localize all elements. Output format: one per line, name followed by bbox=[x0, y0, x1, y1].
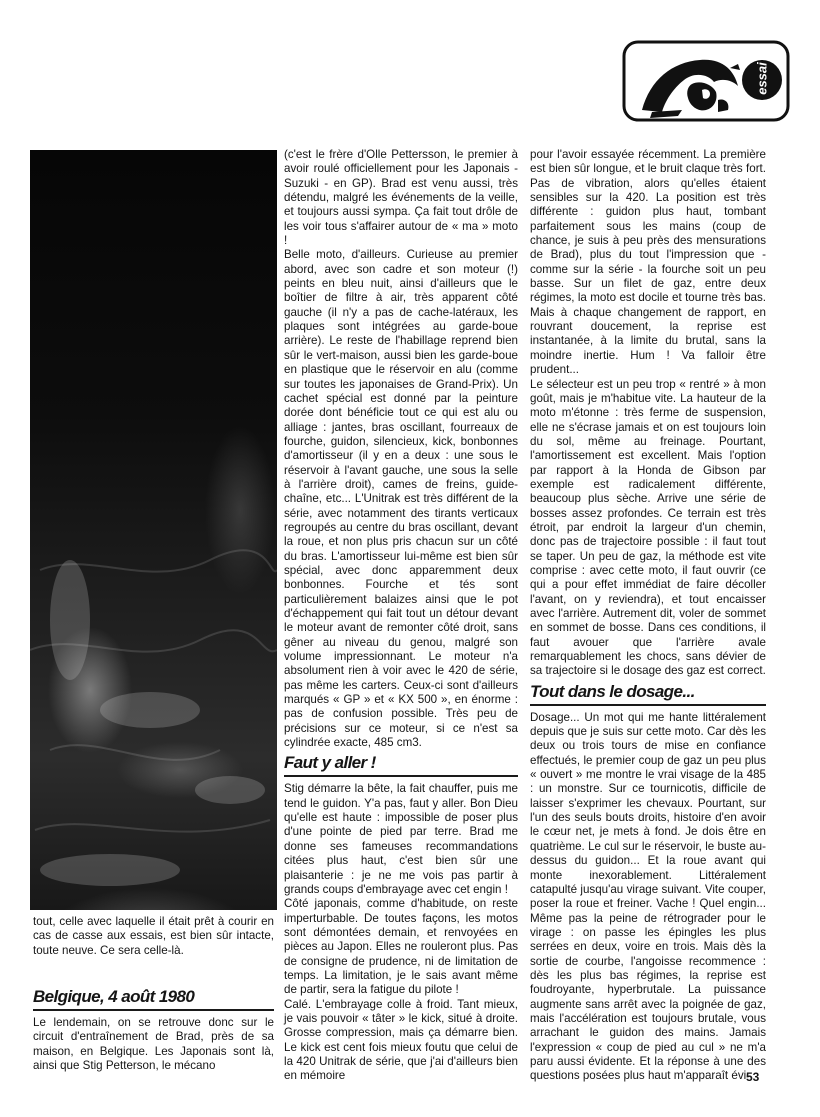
motocross-photo bbox=[30, 150, 277, 910]
paragraph: Stig démarre la bête, la fait chauffer, puis me tend le guidon. Y'a pas, faut y aller. Bon Dieu qu'elle est haute : impossible de poser plus d'une pointe de pied par terre. Brad me donne ses fameuses recommandations citées plus haut, c'est bien sûr une plaisanterie : je ne me vois pas partir à grands coups d'embrayage avec cet engin ! bbox=[284, 782, 518, 896]
column-2 bbox=[284, 148, 518, 1084]
section-heading-tout-dans-le-dosage: Tout dans le dosage... bbox=[530, 681, 695, 701]
paragraph: Le lendemain, on se retrouve donc sur le circuit d'entraînement de Brad, près de sa maison, en Belgique. Les Japonais sont là, ainsi que Stig Petterson, le mécano bbox=[33, 1016, 274, 1073]
paragraph: Côté japonais, comme d'habitude, on reste imperturbable. De toutes façons, les motos sont démontées demain, et renvoyées en pièces au Japon. Elles ne rouleront plus. Pas de consigne de prudence, ni de limitation de temps. La limitation, je le sais avant même de partir, sera la fatigue du pilote ! bbox=[284, 897, 518, 997]
paragraph: Dosage... Un mot qui me hante littéralement depuis que je suis sur cette moto. Car dès les deux ou trois tours de mise en confiance effectués, le premier coup de gaz un peu plus « ouvert » me montre le vrai visage de la 485 : un monstre. Sur ce tournicotis, difficile de laisser s'exprimer les chevaux. Pourtant, sur l'un des seuls bouts droits, histoire d'en avoir le cœur net, je mets à fond. Je dois être en quatrième. Le cul sur le réservoir, le buste au-dessus du guidon... Et la roue avant qui monte inexorablement. Littéralement catapulté jusqu'au virage suivant. Vite couper, poser la roue et freiner. Vache ! Quel engin... Même pas la peine de rétrograder pour le virage : on passe les épingles les plus serrées en deux, voire en trois. Mais dès la sortie de courbe, l'angoisse recommence : dès les plus bas régimes, la reprise est foudroyante, hyperbrutale. La puissance augmente sans arrêt avec la poignée de gaz, mais l'accélération est toujours brutale, vous arrachant le guidon des mains. Jamais l'expression « coup de pied au cul » ne m'a paru aussi évidente. Et la réponse à une des questions posées plus haut m'apparaît évi- bbox=[530, 710, 766, 1083]
photo-texture bbox=[30, 150, 277, 910]
paragraph: Le sélecteur est un peu trop « rentré » à mon goût, mais je m'habitue vite. La hauteur de la moto m'étonne : très ferme de suspension, elle ne s'écrase jamais et on est toujours loin du sol, même au freinage. Pourtant, l'amortissement est excellent. Mais l'option par rapport à la Honda de Gibson par exemple est radicalement différente, beaucoup plus sèche. Arrive une série de bosses assez profondes. Ce terrain est très étroit, par endroit la largeur d'un chemin, donc pas de trajectoire possible : il faut tout se taper. Un peu de gaz, la méthode est vite comprise : avec cette moto, il faut ouvrir (ce qui a pour effet immédiat de faire décoller l'avant, on y reviendra), et tout encaisser avec l'arrière. Autrement dit, voler de sommet en sommet de bosse. Dans ces conditions, il faut avouer que l'arrière avale remarquablement les chocs, sans dévier de sa trajectoire si le dosage des gaz est correct. bbox=[530, 377, 766, 678]
heading-rule bbox=[284, 775, 518, 777]
paragraph: Calé. L'embrayage colle à froid. Tant mieux, je vais pouvoir « tâter » le kick, situé à droite. Grosse compression, mais ça démarre bien. Le kick est cent fois mieux foutu que celui de la 420 Unitrak de série, que j'ai d'ailleurs bien en mémoire bbox=[284, 997, 518, 1083]
section-heading-faut-y-aller: Faut y aller ! bbox=[284, 753, 376, 773]
column-3 bbox=[530, 148, 766, 1084]
paragraph: (c'est le frère d'Olle Pettersson, le premier à avoir roulé officiellement pour les Japonais - Suzuki - en GP). Brad est venu aussi, très détendu, malgré les événements de la veille, et toujours aussi sympa. Ça fait tout drôle de les voir tous s'affairer autour de « ma » moto ! bbox=[284, 148, 518, 248]
column-1 bbox=[33, 915, 274, 1073]
essai-logo bbox=[622, 40, 790, 122]
essai-logo-text: essai bbox=[754, 62, 770, 95]
heading-rule bbox=[530, 704, 766, 706]
heading-rule bbox=[33, 1009, 274, 1011]
paragraph: tout, celle avec laquelle il était prêt à courir en cas de casse aux essais, est bien sûr intacte, toute neuve. Ce sera celle-là. bbox=[33, 915, 274, 957]
paragraph: Belle moto, d'ailleurs. Curieuse au premier abord, avec son cadre et son moteur (!) peints en bleu nuit, ainsi d'ailleurs que le boîtier de filtre à air, très apparent côté gauche (il n'y a pas de cache-latéraux, les plaques sont intégrées au garde-boue arrière). Le reste de l'habillage reprend bien sûr le vert-maison, aussi bien les garde-boue en plastique que le réservoir en alu (comme sur toutes les japonaises de Grand-Prix). Un cachet spécial est donné par la peinture dorée dont bénéficie tout ce qui est alu ou alliage : jantes, bras oscillant, fourreaux de fourche, guidon, silencieux, kick, bonbonnes d'amortisseur (il y en a deux : une sous le réservoir à l'avant gauche, une sous la selle à l'arrière droit), cames de freins, guide-chaîne, etc... L'Unitrak est très différent de la série, avec notamment des tirants verticaux regroupés au centre du bras oscillant, devant la roue, et non plus pris chacun sur un côté du bras. L'amortisseur lui-même est bien sûr spécial, avec donc apparemment deux bonbonnes. Fourche et tés sont particulièrement balaizes ainsi que le pot d'échappement qui fait tout un détour devant le moteur avant de remonter côté droit, sans gêner au niveau du genou, malgré son volume impressionnant. Le moteur n'a absolument rien à voir avec le 420 de série, pas même les carters. Ceux-ci sont d'ailleurs marqués « GP » et « KX 500 », en énorme : pas de confusion possible. Très peu de précisions sur ce moteur, si ce n'est sa cylindrée exacte, 485 cm3. bbox=[284, 248, 518, 750]
paragraph: pour l'avoir essayée récemment. La première est bien sûr longue, et le bruit claque très fort. Pas de vibration, alors qu'elles étaient sensibles sur la 420. La position est très différente : guidon plus haut, tombant parfaitement sous les mains (coup de chance, je suis à peu près des mensurations de Brad), plus du tout l'impression que - comme sur la série - la fourche soit un peu basse. Sur un filet de gaz, entre deux régimes, la moto est docile et tourne très bas. Mais à chaque changement de rapport, en rouvrant doucement, la reprise est instantanée, à la limite du brutal, sans la moindre inertie. Hum ! Va falloir être prudent... bbox=[530, 148, 766, 377]
section-heading-belgique: Belgique, 4 août 1980 bbox=[33, 987, 195, 1007]
page-number: 53 bbox=[746, 1070, 760, 1084]
